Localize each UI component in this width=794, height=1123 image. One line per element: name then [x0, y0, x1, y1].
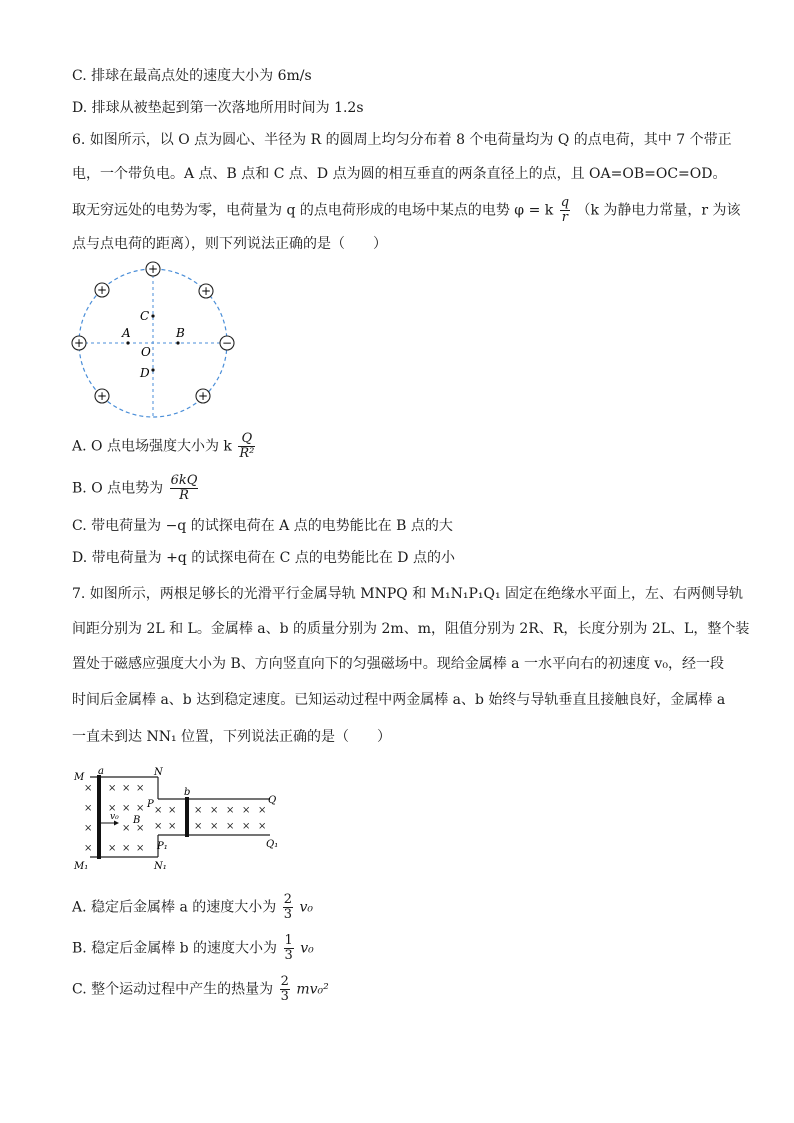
q7-label-p1: P₁ — [157, 841, 168, 852]
svg-text:×: × — [194, 821, 203, 832]
svg-text:×: × — [84, 783, 93, 794]
q7-option-c-fraction — [280, 975, 290, 1004]
q7-option-b-fraction — [284, 934, 294, 963]
svg-text:×: × — [122, 803, 131, 814]
svg-text:×: × — [242, 805, 251, 816]
q6-option-a-fraction — [238, 432, 255, 461]
q7-label-q1: Q₁ — [266, 839, 279, 850]
q6-option-a-numerator: Q — [238, 432, 255, 447]
q6-potential-fraction — [560, 196, 570, 225]
q7-option-b-unit: v₀ — [300, 940, 314, 957]
q6-label-o: O — [141, 345, 151, 359]
svg-text:×: × — [122, 823, 131, 834]
q6-label-d: D — [140, 366, 150, 380]
svg-text:×: × — [154, 821, 163, 832]
q5-option-d: D. 排球从被垫起到第一次落地所用时间为 1.2s — [72, 100, 364, 116]
q6-option-b-text: B. O 点电势为 — [72, 480, 164, 497]
svg-text:+: + — [96, 283, 108, 297]
svg-text:×: × — [168, 805, 177, 816]
q6-option-a-text: A. O 点电场强度大小为 k — [72, 438, 232, 455]
q6-option-b-denominator: R — [179, 488, 189, 503]
svg-text:×: × — [136, 823, 145, 834]
svg-text:×: × — [84, 843, 93, 854]
svg-text:×: × — [258, 821, 267, 832]
q6-positive-charge-top-right — [199, 284, 213, 298]
q7-option-a-denominator: 3 — [283, 907, 292, 922]
svg-text:×: × — [136, 843, 145, 854]
svg-text:+: + — [197, 389, 209, 403]
q6-point-c-dot — [151, 314, 154, 317]
q7-option-b-denominator: 3 — [284, 948, 293, 963]
svg-text:×: × — [210, 821, 219, 832]
q6-fraction-denominator: r — [561, 210, 568, 225]
q7-option-c-unit: mv₀² — [296, 981, 329, 998]
svg-text:×: × — [226, 821, 235, 832]
svg-text:×: × — [84, 803, 93, 814]
q6-label-c: C — [140, 309, 150, 323]
q6-positive-charge-bottom-right — [196, 389, 210, 403]
q7-option-b — [72, 934, 314, 963]
q6-option-b — [72, 474, 200, 503]
q7-stem-line-2: 间距分别为 2L 和 L。金属棒 a、b 的质量分别为 2m、m，阻值分别为 2R、R，长度分别为 2L、L，整个装 — [72, 621, 750, 637]
q7-label-b: b — [184, 787, 191, 798]
q7-label-q: Q — [268, 795, 277, 806]
q6-stem-line-2: 电，一个带负电。A 点、B 点和 C 点、D 点为圆的相互垂直的两条直径上的点，且 OA=OB=OC=OD。 — [72, 166, 727, 182]
svg-text:×: × — [226, 805, 235, 816]
q7-stem-line-1: 7. 如图所示，两根足够长的光滑平行金属导轨 MNPQ 和 M₁N₁P₁Q₁ 固定在绝缘水平面上，左、右两侧导轨 — [72, 586, 744, 602]
q6-stem-line-4: 点与点电荷的距离），则下列说法正确的是（ ） — [72, 236, 387, 252]
q7-option-b-text: B. 稳定后金属棒 b 的速度大小为 — [72, 940, 278, 957]
svg-text:×: × — [242, 821, 251, 832]
q6-point-d-dot — [151, 368, 154, 371]
q6-positive-charge-left — [72, 336, 86, 350]
q7-option-a — [72, 893, 313, 922]
q6-option-b-fraction — [170, 474, 199, 503]
q7-option-c-denominator: 3 — [280, 989, 289, 1004]
q7-option-c-text: C. 整个运动过程中产生的热量为 — [72, 981, 274, 998]
q6-option-b-numerator: 6kQ — [170, 473, 198, 488]
q7-label-v0: v₀ — [110, 812, 119, 822]
q7-stem-line-5: 一直未到达 NN₁ 位置，下列说法正确的是（ ） — [72, 729, 392, 745]
q7-label-field-b: B — [133, 815, 141, 826]
q6-point-b-dot — [176, 341, 179, 344]
q7-option-a-fraction — [283, 893, 293, 922]
q6-option-c: C. 带电荷量为 −q 的试探电荷在 A 点的电势能比在 B 点的大 — [72, 518, 453, 534]
svg-text:+: + — [200, 284, 212, 298]
svg-text:×: × — [108, 843, 117, 854]
svg-text:×: × — [136, 803, 145, 814]
svg-text:×: × — [194, 805, 203, 816]
q6-stem-line-3-suffix: （k 为静电力常量，r 为该 — [576, 202, 741, 219]
q7-option-b-numerator: 1 — [284, 933, 293, 948]
q5-option-c: C. 排球在最高点处的速度大小为 6m/s — [72, 68, 312, 84]
q7-label-n: N — [154, 767, 163, 778]
svg-text:×: × — [108, 803, 117, 814]
q7-label-m: M — [74, 772, 85, 783]
q6-stem-line-1: 6. 如图所示，以 O 点为圆心、半径为 R 的圆周上均匀分布着 8 个电荷量均为 Q 的点电荷，其中 7 个带正 — [72, 132, 732, 148]
svg-text:×: × — [136, 783, 145, 794]
svg-text:×: × — [154, 805, 163, 816]
q6-option-a-denominator: R² — [239, 446, 255, 461]
q7-option-a-text: A. 稳定后金属棒 a 的速度大小为 — [72, 899, 277, 916]
q6-negative-charge-right — [220, 336, 234, 350]
svg-text:+: + — [96, 389, 108, 403]
q7-rail-figure — [70, 765, 285, 877]
q6-stem-line-3-prefix: 取无穷远处的电势为零，电荷量为 q 的点电荷形成的电场中某点的电势 φ = k — [72, 202, 554, 219]
q7-rod-a — [97, 775, 101, 859]
q6-label-b: B — [176, 326, 185, 340]
svg-text:×: × — [84, 823, 93, 834]
q7-stem-line-4: 时间后金属棒 a、b 达到稳定速度。已知运动过程中两金属棒 a、b 始终与导轨垂直且接触良好，金属棒 a — [72, 692, 726, 708]
q7-stem-line-3: 置处于磁感应强度大小为 B、方向竖直向下的匀强磁场中。现给金属棒 a 一水平向右的初速度 v₀，经一段 — [72, 656, 724, 672]
q6-point-a-dot — [126, 341, 129, 344]
q7-option-c — [72, 975, 329, 1004]
q6-label-a: A — [122, 326, 131, 340]
q6-positive-charge-top-left — [95, 283, 109, 297]
svg-text:×: × — [122, 783, 131, 794]
q6-positive-charge-bottom-left — [95, 389, 109, 403]
q6-charge-circle-figure — [66, 258, 246, 418]
q6-stem-line-3 — [72, 196, 741, 225]
svg-text:×: × — [122, 843, 131, 854]
q7-label-p: P — [147, 799, 154, 810]
q7-option-a-numerator: 2 — [283, 892, 292, 907]
q6-option-d: D. 带电荷量为 +q 的试探电荷在 C 点的电势能比在 D 点的小 — [72, 550, 455, 566]
q7-label-a: a — [98, 766, 104, 777]
q7-option-a-unit: v₀ — [299, 899, 313, 916]
q7-label-m1: M₁ — [74, 861, 89, 872]
svg-text:+: + — [73, 336, 85, 350]
svg-text:×: × — [108, 783, 117, 794]
q7-label-n1: N₁ — [154, 861, 167, 872]
svg-text:×: × — [258, 805, 267, 816]
svg-text:−: − — [221, 336, 233, 350]
q7-option-c-numerator: 2 — [280, 974, 289, 989]
svg-text:×: × — [168, 821, 177, 832]
svg-text:+: + — [147, 262, 159, 276]
q7-rod-b — [185, 797, 189, 837]
q6-positive-charge-top — [146, 262, 160, 276]
q6-option-a — [72, 432, 257, 461]
svg-text:×: × — [210, 805, 219, 816]
q6-fraction-numerator: q — [560, 195, 570, 210]
